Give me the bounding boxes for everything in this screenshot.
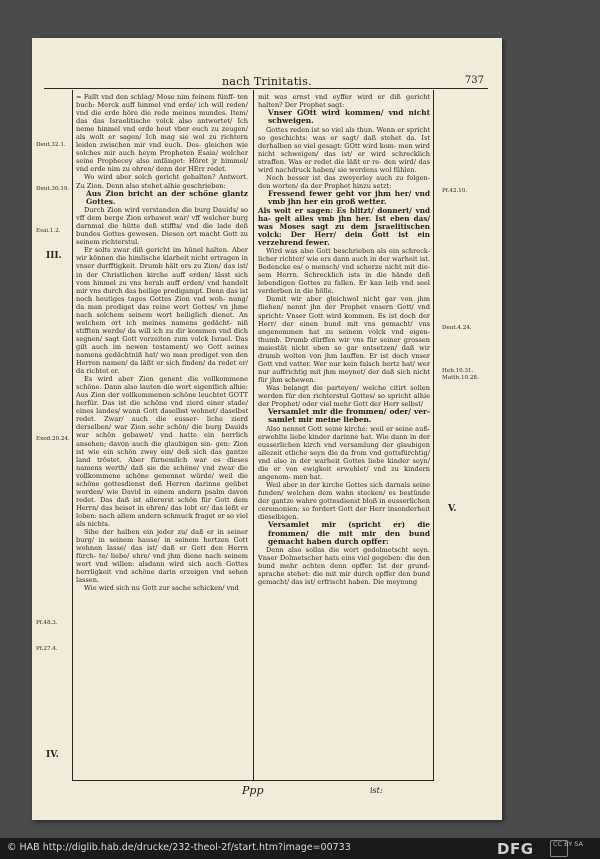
section-numeral: III. [46,251,62,261]
margin-reference: Exod.20.24. [36,436,70,442]
paragraph: Vnser GOtt wird kommen/ vnd nicht schweigen. [268,108,430,126]
paragraph: Sihe der halben ein jeder zu/ daß er in seiner burg/ in seinem hause/ in seinem hertzen Gott wohnen lasse/ das ist/ daß er Gott den Herrn fürch- te/ liebe/ ehre/ vnd jhm diene nach seinem wort vnd willen: alsdann wird sich auch Gottes herrligkeit vnd schöne darin erzeigen vnd sehen lassen. [76,528,248,585]
copyright-link[interactable]: © HAB http://diglib.hab.de/drucke/232-theol-2f/start.htm?image=00733 [7,842,351,853]
paragraph: Als wolt er sagen: Es blitzt/ donnert/ vnd ha- gelt alles vmb jhn her. Ist eben das/ was Moses sagt zu dem Jsraelitischen volck: Der Herr/ dein Gott ist ein verzehrend fewer. [258,205,430,248]
paragraph: Was belangt die parteyen/ welche citirt sollen werden für den richterstul Gottes/ so spricht alhie der Prophet/ oder viel mehr Gott der Herr selbst/ [258,383,430,409]
margin-reference: Deut.30.19. [36,186,70,192]
section-numeral: V. [448,504,457,514]
paragraph: Wo wird aber solch gericht gehalten? Antwort. Zu Zion. Denn also stehet alhie geschrieben: [76,173,248,190]
margin-reference: Pf.42.10. [442,188,468,194]
section-numeral: IV. [46,750,59,760]
paragraph: Denn also sollas die wort gedolmetscht seyn. Vnser Dolmetscher hats eins viel gegeben: die den bund mehr achten denn opffer. Ist der grund- sprache stehet: die mit mir durch opffer den bund gemacht/ das ist/ erfrischt haben. Die meynung [258,546,430,587]
margin-reference: Pf.27.4. [36,646,58,652]
paragraph: Versamlet mir die frommen/ oder/ ver- samlet mir meine lieben. [268,407,430,425]
running-head: nach Trinitatis. [222,75,312,88]
header-rule [44,88,488,89]
column-divider [253,90,254,780]
paragraph: Wird was also Gott beschrieben als ein schreck- licher richter/ wie ers dann auch in der warheit ist. Bedencke es/ o mensch/ vnd scherze nicht mit die- sem Herrn. Schrecklich ists in die hände deß lebendigen Gottes zu fallen. Er kan leib vnd seel verderben in die hölle. [258,247,430,296]
paragraph: Versamlet mir (spricht er) die frommen/ die mit mir den bund gemacht haben durch opffer: [268,520,430,546]
paragraph: Gottes reden ist so viel als thun. Wenn er spricht so geschichts: was er sagt/ daß stehet da. Ist derhalben so viel gesagt: GOtt wird kom- men wird nicht schweigen/ das ist/ er wird schrecklich straffen. Was er redet die läßt er re- den wird/ das wird nachdruck haben/ sie werdens wol fühlen. [258,125,430,174]
paragraph: mit was ernst vnd eyffer wird er diß gericht halten? Der Prophet sagt: [258,93,430,110]
margin-reference: Deut.4.24. [442,325,472,331]
paragraph: Damit wir aber gleichwol nicht gar von jhm fliehen/ nennt jhn der Prophet vnsern Gott/ vnd spricht: Vnser Gott wird kommen. Es ist doch der Herr/ der einen bund mit vns gemacht/ vns angenommen hat zu seinem volck vnd eigen- thumb. Drumb dürffen wir vns für seiner grossen maiestät nicht eben so gar entsetzen/ daß wir drumb wolten von jhm lauffen. Er ist doch vnser Gott vnd vatter. Wer nur kein falsch hertz hat/ wer nur auffrichtig mit jhm meynet/ der daß sich nicht für jhm schewen. [258,295,430,384]
paragraph: Fressend fewer geht vor jhm her/ vnd vmb jhn her ein groß wetter. [268,189,430,207]
left-text-column [76,93,248,778]
right-text-column [258,93,430,778]
paragraph: Wie wird sich nu Gott zur sache schicken/ vnd [84,584,239,593]
footer-bar [0,838,600,859]
dfg-logo: DFG [497,840,534,858]
cc-license-label: CC BY SA [553,840,583,848]
paragraph: Weil aber in der kirche Gottes sich darnals seine funden/ welchen dem wahn stecken/ es bestünde der gantze wahre gottesdienst bloß in eusserlichen ceremonien: so fordert Gott der Herr insonderheit dieselbigen. [258,480,430,522]
page-number: 737 [464,75,484,86]
margin-reference: Esai.1.2. [36,228,61,234]
book-page [32,38,502,820]
paragraph: Er solts zwar diß gericht im hünel halten. Aber wir können die himlische klarheit nicht ertragen in vnser durfftigkeit. Drumb hält ers zu Zion/ das ist/ in der Christlichen kirche auff erden/ lässt sich vom hinmel zu vns herab auff erden/ vnd handelt mir vns durch das heilige predigampt. Denn das ist noch heutiges tages Gottes Zion vnd woh- nung/ da man prediget das reine wort Gottes/ vn jhme nach solchem seinem wort heiliglich dienet. An welchem ort ich meines namens gedächt- niß stifften werde/ da will ich zu dir kommen vnd dich segnen/ sagt Gott vorzeiten zum volck Israel. Das gilt auch im newen testament/ wo Gott seines namens gedächtniß hat/ wo man prediget von den Herren namen/ da läßt er sich finden/ da redet er/ da richtet er. [76,246,248,376]
paragraph: Durch Zion wird verstanden die burg Dauids/ so vff dem berge Zion erbawet war/ vff welcher burg darnmal die hütte deß stiffts/ vnd die lade deß bundes Gottes gewesen. Diesen ort macht Gott zu seinem richterstul. [76,206,248,247]
paragraph: Es wird aber Zion genent die vollkommene schöne. Dann also lauten die wort eigentlich alhie: Aus Zion der vollkommenen schöne leuchtet GOTT herfür. Das ist die schöne vnd zierd einer stade/ eines landes/ wann Gott daselbst wohnet/ daselbst redet. Zwar/ auch die eusser- liche zierd derselben/ war Zion sehr schön/ die burg Dauids war schön gebawet/ vnd hatte ein herrlich ansehen; davon auch die glaubigen sin- gen: Zion ist wie ein schön zwey ein/ deß sich das gantze land tröstet. Aber fürnemlich war es dieses namens werth/ daß sie die schöne/ vnd zwar die vollkommene schöne genennet würde/ weil die schöne gottesdienst deß Herren darinne geübet worden/ wie David in einem andern psalm davon redet. Das daß ist allererst schön für Gott dem Herrn/ das heiset in ehren/ das lobt er/ das leßt er loben: nach allem andern schmuck fraget er so viel als nichts. [76,375,248,528]
margin-reference: Heb.10.31. Matth.10.28. [442,368,479,381]
paragraph: = Fallt vnd den schlag/ Mose nim feinem fünff- ten buch: Merck auff hinmel vnd erde/ ich will reden/ vnd die erde höre die rede meines mundes. Item/ das das Israelitische volck also antwortet/ Ich neme hinmel vnd erde heut vber euch zu zeugen/ als wolt er sagen/ Ich mag sie wol zu richtern leiden zwischen mir vnd euch. Des- gleichen wie solches mir auch heym Propheten Esaia/ welcher seine Prophecey also anfänget: Höret jr himmel/ vnd erde nim zu ohren/ denn der HErr redet. [76,93,248,174]
paragraph: Aus Zion bricht an der schöne glantz Gottes. [86,188,248,206]
margin-reference: Deut.32.1. [36,142,66,148]
paragraph: Noch besser ist das zweyerley auch zu folgen- den worten/ da der Prophet hinzu setzt: [258,173,430,191]
margin-reference: Pf.48.3. [36,620,58,626]
paragraph: Also nennet Gott seine kirche: weil er seine auß- erwehlte liebe kinder darinne hat. Wie dann in der eusserlichen kirch vnd versamlung der glaubigen allezeit etliche seyn die da from vnd gottsfürchtig/ vnd also in der warheit Gottes liebe kinder seyn/ die er von ewigkeit erwehlet/ vnd zu kindern angenom- men hat. [258,424,430,481]
signature-mark: Ppp [242,784,264,797]
catchword: ist: [370,786,383,795]
text-frame [72,90,434,781]
